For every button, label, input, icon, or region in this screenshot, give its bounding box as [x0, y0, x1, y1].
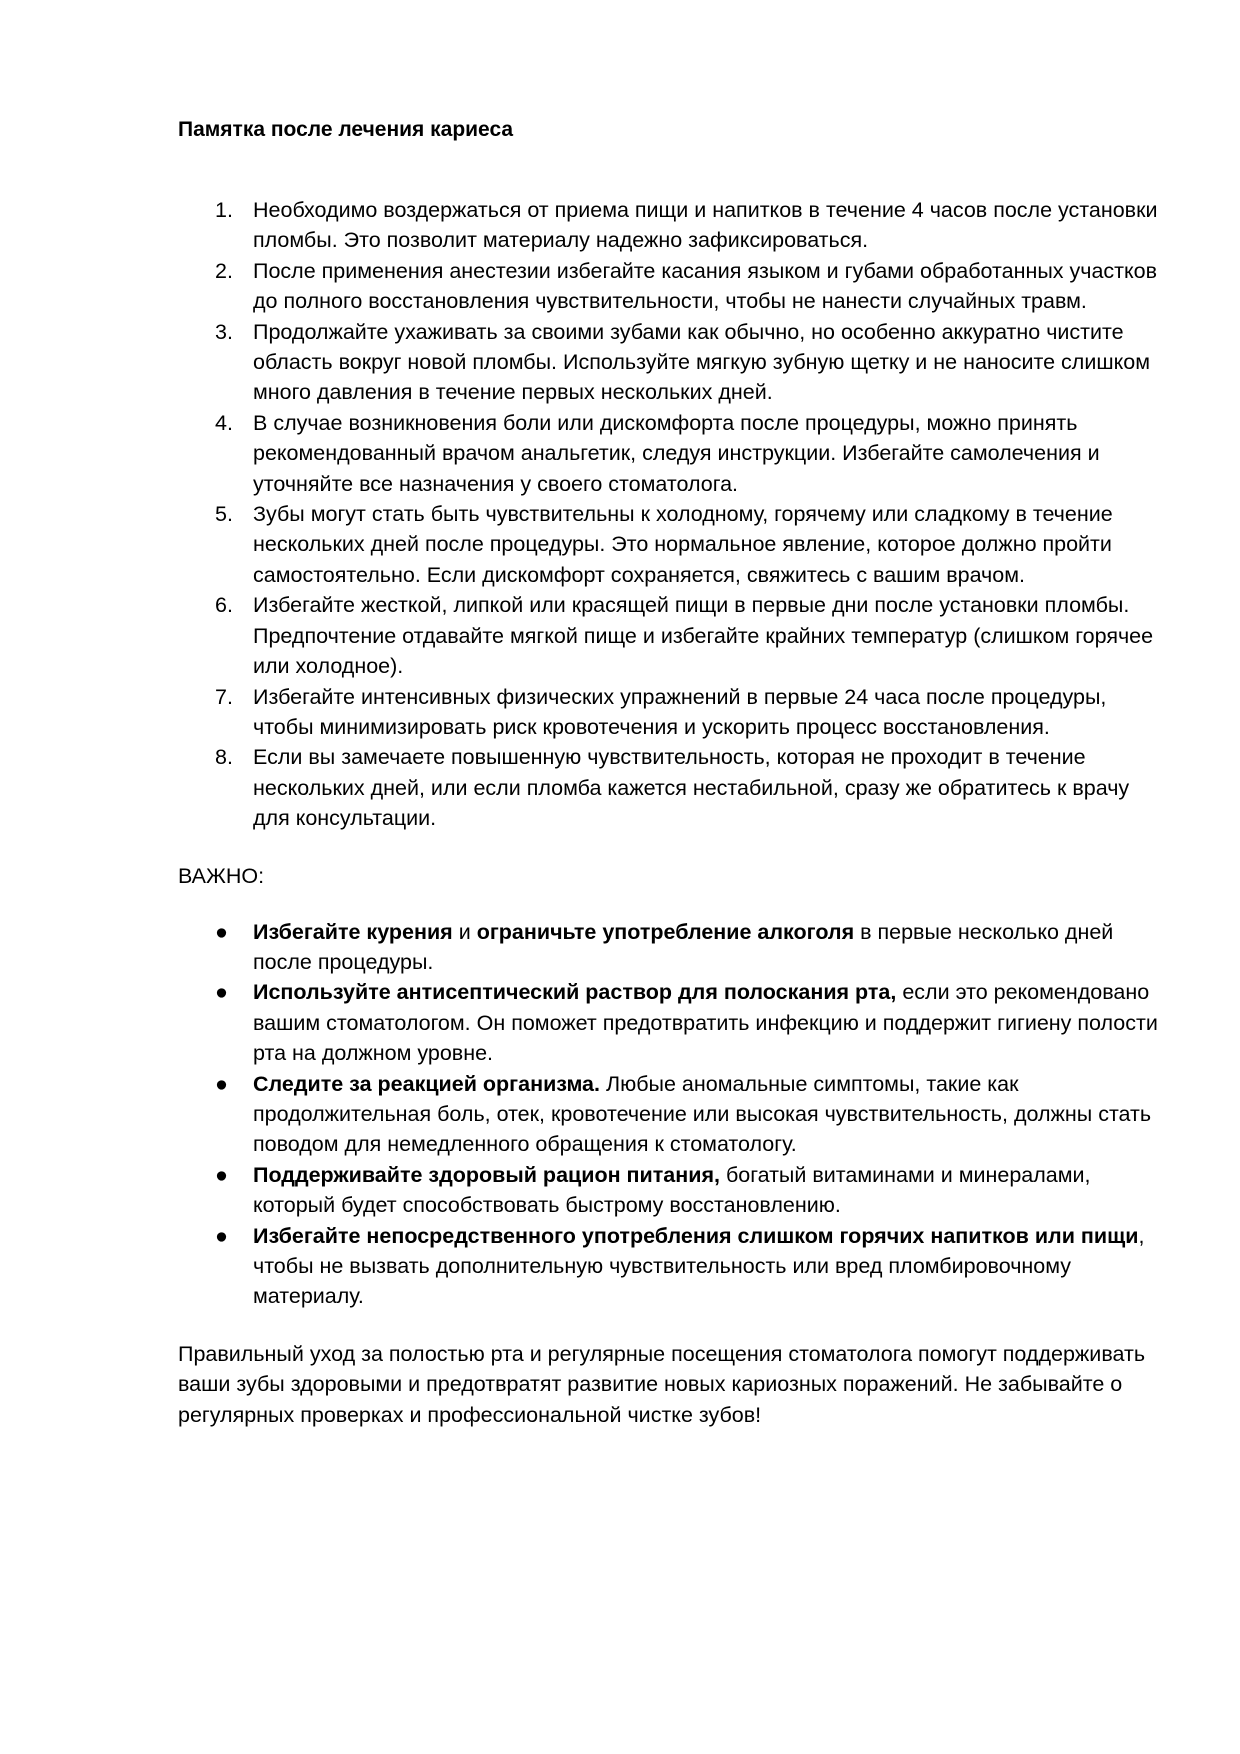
- item-number: 2.: [215, 258, 233, 283]
- item-number: 1.: [215, 198, 233, 222]
- list-item: [178, 1221, 1158, 1312]
- tip-text: богатый витаминами и минералами, который будет способствовать быстрому восстановлению.: [253, 1162, 1091, 1218]
- item-number: 6.: [215, 593, 233, 618]
- tip-bold: Используйте антисептический раствор для полоскания рта,: [253, 980, 897, 1005]
- item-text: После применения анестезии избегайте касания языком и губами обработанных участков до полного восстановления чувствительности, чтобы не нанести случайных травм.: [253, 258, 1158, 314]
- item-number: 5.: [215, 502, 233, 527]
- bullet-icon: ●: [215, 1162, 228, 1187]
- item-number: 7.: [215, 684, 233, 709]
- item-text: Необходимо воздержаться от приема пищи и напитков в течение 4 часов после установки пломбы. Это позволит материалу надежно зафиксироваться.: [253, 198, 1158, 253]
- item-text: Если вы замечаете повышенную чувствительность, которая не проходит в течение нескольких дней, или если пломба кажется нестабильной, сразу же обратитесь к врачу для консультации.: [253, 745, 1130, 831]
- tip-bold: Избегайте непосредственного употребления слишком горячих напитков или пищи: [253, 1223, 1139, 1248]
- list-item: [178, 1160, 1158, 1221]
- list-item: [178, 499, 1158, 590]
- list-item: [178, 590, 1158, 681]
- item-number: 4.: [215, 410, 233, 435]
- tip-bold: Поддерживайте здоровый рацион питания,: [253, 1162, 720, 1187]
- page-title: Памятка после лечения кариеса: [178, 118, 514, 141]
- closing-paragraph: Правильный уход за полостью рта и регулярные посещения стоматолога помогут поддерживать ваши зубы здоровыми и предотвратят развитие новых кариозных поражений. Не забывайте о регулярных проверках и профессиональной чистке зубов!: [178, 1341, 1146, 1427]
- tip-text: в первые несколько дней после процедуры.: [253, 919, 1114, 974]
- item-text: Избегайте жесткой, липкой или красящей пищи в первые дни после установки пломбы. Предпочтение отдавайте мягкой пище и избегайте крайних температур (слишком горячее или холодное).: [253, 593, 1154, 679]
- tip-text: Любые аномальные симптомы, такие как продолжительная боль, отек, кровотечение или высокая чувствительность, должны стать поводом для немедленного обращения к стоматологу.: [253, 1071, 1152, 1157]
- list-item: [178, 256, 1158, 317]
- care-steps-list: [178, 195, 1158, 834]
- list-item: [178, 977, 1158, 1068]
- tip-text: и: [452, 919, 477, 944]
- list-item: [178, 195, 1158, 256]
- item-number: 8.: [215, 745, 233, 770]
- bullet-icon: ●: [215, 1223, 228, 1248]
- list-item: [178, 1069, 1158, 1160]
- tip-bold: Следите за реакцией организма.: [253, 1071, 600, 1096]
- document-page: [178, 115, 1158, 1452]
- tip-bold: ограничьте употребление алкоголя: [476, 919, 855, 944]
- list-item: [178, 408, 1158, 499]
- list-item: [178, 917, 1158, 978]
- important-heading: ВАЖНО:: [178, 863, 265, 888]
- list-item: [178, 682, 1158, 743]
- tip-bold: Избегайте курения: [253, 919, 453, 944]
- item-text: Избегайте интенсивных физических упражнений в первые 24 часа после процедуры, чтобы минимизировать риск кровотечения и ускорить процесс восстановления.: [253, 684, 1107, 739]
- tip-text: если это рекомендовано вашим стоматологом. Он поможет предотвратить инфекцию и поддержит гигиену полости рта на должном уровне.: [253, 980, 1158, 1066]
- item-text: Продолжайте ухаживать за своими зубами как обычно, но особенно аккуратно чистите область вокруг новой пломбы. Используйте мягкую зубную щетку и не наносите слишком много давления в течение первых нескольких дней.: [253, 319, 1150, 405]
- item-text: В случае возникновения боли или дискомфорта после процедуры, можно принять рекомендованный врачом анальгетик, следуя инструкции. Избегайте самолечения и уточняйте все назначения у своего стоматолога.: [253, 410, 1100, 496]
- bullet-icon: ●: [215, 919, 228, 944]
- list-item: [178, 317, 1158, 408]
- bullet-icon: ●: [215, 980, 228, 1005]
- list-item: [178, 742, 1158, 833]
- tip-text: , чтобы не вызвать дополнительную чувствительность или вред пломбировочному материалу.: [253, 1223, 1145, 1309]
- bullet-icon: ●: [215, 1071, 228, 1096]
- important-tips-list: [178, 917, 1158, 1312]
- item-text: Зубы могут стать быть чувствительны к холодному, горячему или сладкому в течение нескольких дней после процедуры. Это нормальное явление, которое должно пройти самостоятельно. Если дискомфорт сохраняется, свяжитесь с вашим врачом.: [253, 502, 1113, 587]
- item-number: 3.: [215, 319, 233, 344]
